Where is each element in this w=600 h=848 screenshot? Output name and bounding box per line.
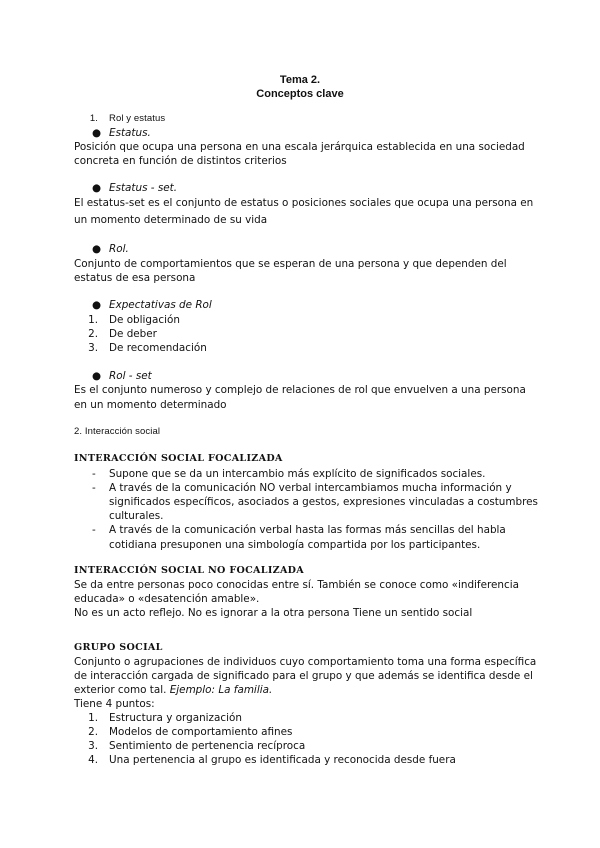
- definition-line: Conjunto de comportamientos que se esperan de una persona y que dependen del: [74, 258, 507, 270]
- paragraph-line: Conjunto o agrupaciones de individuos cuyo comportamiento toma una forma específica: [74, 656, 537, 668]
- section-number: 1.: [89, 113, 98, 124]
- list-item: A través de la comunicación verbal hasta las formas más sencillas del habla: [109, 524, 506, 536]
- subsection-title: GRUPO SOCIAL: [74, 642, 163, 653]
- dash-bullet: -: [92, 524, 96, 536]
- list-number: 4.: [88, 754, 98, 766]
- definition-line: un momento determinado de su vida: [74, 214, 268, 226]
- definition-line: en un momento determinado: [74, 399, 227, 411]
- list-item-continued: culturales.: [109, 510, 164, 522]
- list-item: De obligación: [109, 314, 180, 326]
- dash-bullet: -: [92, 468, 96, 480]
- list-item: Sentimiento de pertenencia recíproca: [109, 740, 306, 752]
- paragraph-text: exterior como tal.: [74, 684, 167, 696]
- section-heading: 2. Interacción social: [74, 426, 161, 437]
- list-number: 3.: [88, 740, 98, 752]
- term-expectativas: Expectativas de Rol: [109, 299, 212, 311]
- list-number: 1.: [88, 712, 98, 724]
- list-item-continued: significados específicos, asociados a gestos, expresiones vinculadas a costumbres: [109, 496, 538, 508]
- list-number: 2.: [88, 726, 98, 738]
- term-estatus-set: Estatus - set.: [109, 182, 178, 194]
- list-number: 3.: [88, 342, 98, 354]
- definition-line: El estatus-set es el conjunto de estatus o posiciones sociales que ocupa una persona en: [74, 197, 534, 209]
- bullet-icon: ●: [92, 182, 102, 194]
- bullet-icon: ●: [92, 243, 102, 255]
- paragraph-line: de interacción cargada de significado para el grupo y que además se identifica desde el: [74, 670, 533, 682]
- paragraph-line: [74, 683, 272, 697]
- term-rol-set: Rol - set: [109, 370, 152, 382]
- list-item-continued: cotidiana presuponen una simbología compartida por los participantes.: [109, 539, 481, 551]
- bullet-icon: ●: [92, 370, 102, 382]
- page-title: Tema 2.: [279, 74, 321, 86]
- list-item: A través de la comunicación NO verbal intercambiamos mucha información y: [109, 482, 512, 494]
- term-estatus: Estatus.: [109, 127, 151, 139]
- list-number: 2.: [88, 328, 98, 340]
- page-subtitle: Conceptos clave: [256, 88, 344, 100]
- definition-line: concreta en función de distintos criterios: [74, 155, 287, 167]
- definition-line: estatus de esa persona: [74, 272, 196, 284]
- list-item: De recomendación: [109, 342, 207, 354]
- paragraph-line: No es un acto reflejo. No es ignorar a la otra persona Tiene un sentido social: [74, 607, 473, 619]
- dash-bullet: -: [92, 482, 96, 494]
- list-item: Estructura y organización: [109, 712, 242, 724]
- list-item: Supone que se da un intercambio más explícito de significados sociales.: [109, 468, 486, 480]
- definition-line: Es el conjunto numeroso y complejo de relaciones de rol que envuelven a una persona: [74, 384, 526, 396]
- bullet-icon: ●: [92, 299, 102, 311]
- list-item: Una pertenencia al grupo es identificada y reconocida desde fuera: [109, 754, 456, 766]
- bullet-icon: ●: [92, 127, 102, 139]
- example-text: Ejemplo: La familia.: [169, 684, 273, 696]
- list-number: 1.: [88, 314, 98, 326]
- definition-line: Posición que ocupa una persona en una escala jerárquica establecida en una sociedad: [74, 141, 525, 153]
- list-item: Modelos de comportamiento afines: [109, 726, 293, 738]
- paragraph-line: educada» o «desatención amable».: [74, 593, 260, 605]
- list-item: De deber: [109, 328, 157, 340]
- subsection-title: INTERACCIÓN SOCIAL NO FOCALIZADA: [74, 565, 305, 576]
- section-heading: Rol y estatus: [109, 113, 166, 124]
- paragraph-line: Se da entre personas poco conocidas entre sí. También se conoce como «indiferencia: [74, 579, 519, 591]
- term-rol: Rol.: [109, 243, 129, 255]
- paragraph-line: Tiene 4 puntos:: [74, 698, 155, 710]
- subsection-title: INTERACCIÓN SOCIAL FOCALIZADA: [74, 453, 283, 464]
